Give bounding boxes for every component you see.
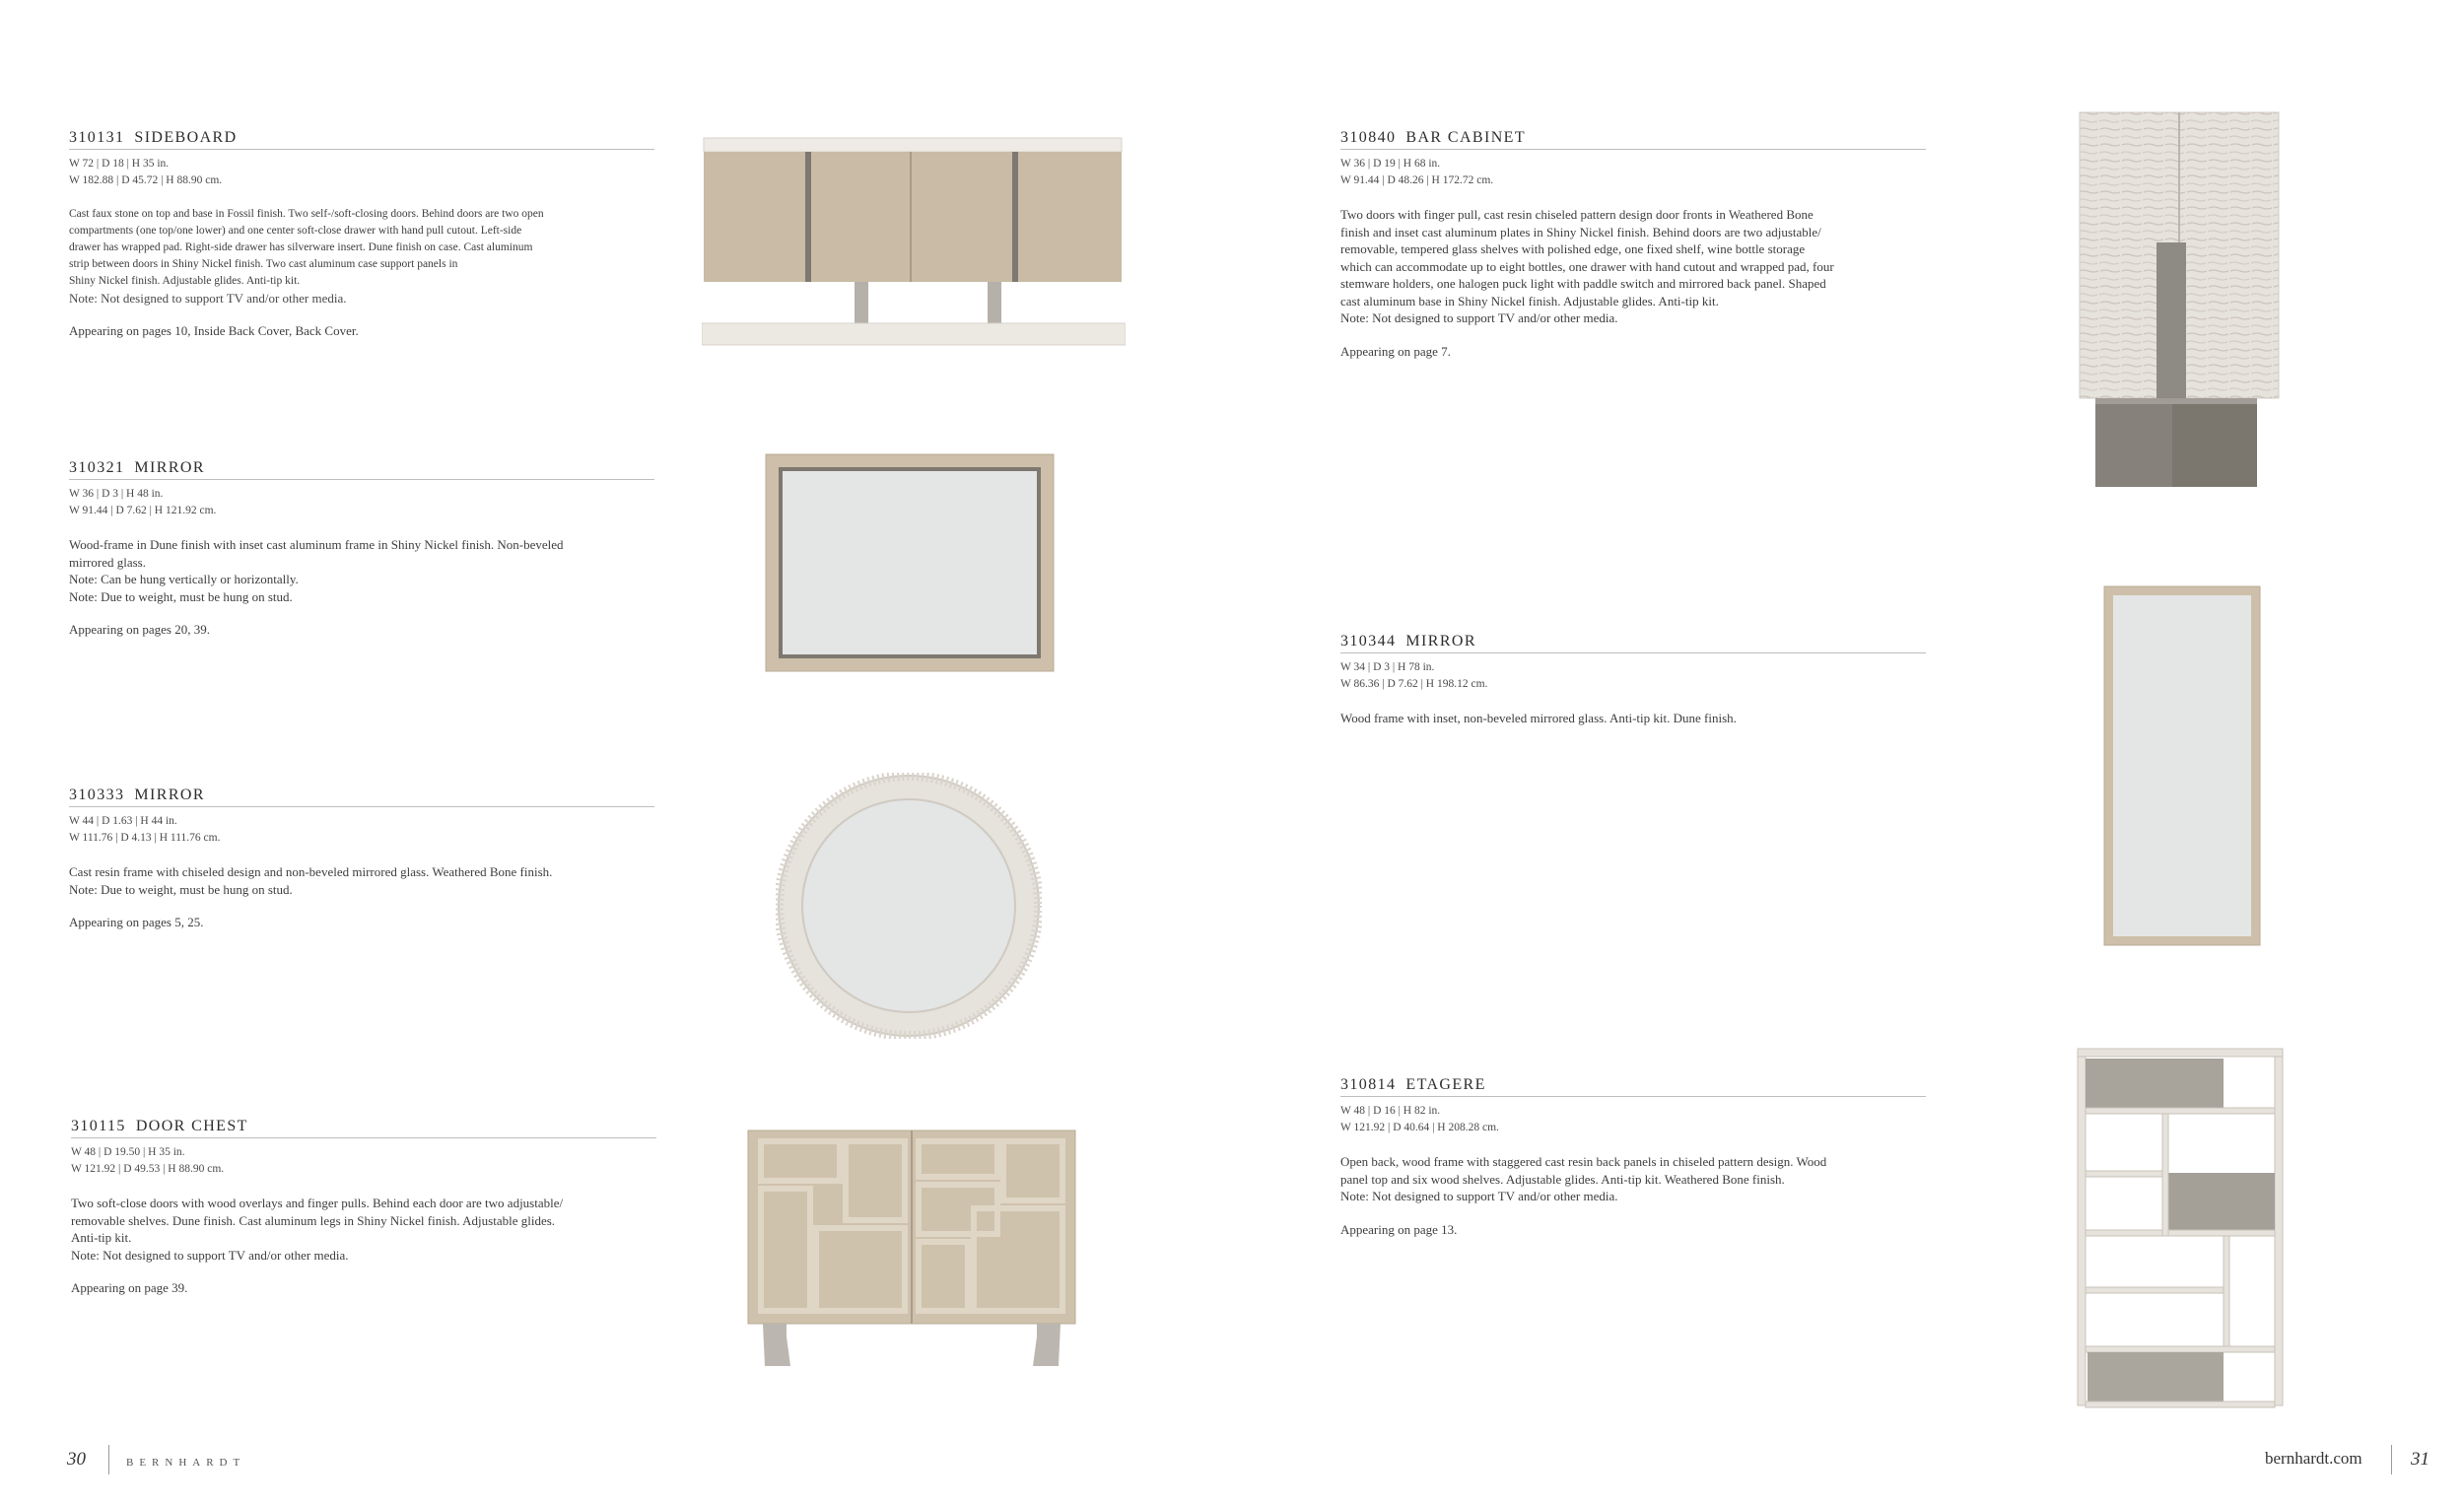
product-note: Note: Not designed to support TV and/or other media.	[69, 291, 347, 306]
product-name: ETAGERE	[1405, 1076, 1486, 1093]
product-name: SIDEBOARD	[134, 129, 238, 146]
dimensions-cm: W 86.36 | D 7.62 | H 198.12 cm.	[1340, 678, 1488, 690]
product-310131-sideboard	[69, 129, 654, 339]
dimensions-inches: W 36 | D 19 | H 68 in.	[1340, 158, 1441, 170]
dimensions-inches: W 48 | D 19.50 | H 35 in.	[71, 1146, 185, 1158]
product-title	[1340, 129, 1926, 150]
product-code: 310321	[69, 459, 125, 476]
product-code: 310814	[1340, 1076, 1397, 1093]
brand-wordmark: BERNHARDT	[126, 1457, 246, 1469]
product-name: DOOR CHEST	[135, 1118, 248, 1134]
product-description: Cast resin frame with chiseled design and non-beveled mirrored glass. Weathered Bone finish. Note: Due to weight, must be hung on stud.	[69, 864, 553, 897]
product-title	[69, 459, 654, 480]
appearing-pages: Appearing on page 13.	[1340, 1221, 1458, 1237]
product-title	[1340, 633, 1926, 653]
product-name: MIRROR	[1405, 633, 1476, 650]
product-description: Open back, wood frame with staggered cast resin back panels in chiseled pattern design. Wood panel top and six wood shelves. Adjustable glides. Anti-tip kit. Weathered Bone finish. Note: Not designed to support TV and/or other media.	[1340, 1154, 1827, 1203]
product-code: 310115	[71, 1118, 126, 1134]
product-310321-mirror	[69, 459, 654, 638]
door-chest-image	[747, 1130, 1076, 1370]
dimensions-cm: W 121.92 | D 49.53 | H 88.90 cm.	[71, 1163, 225, 1175]
left-page-number: 30	[67, 1449, 86, 1470]
product-title	[69, 787, 654, 807]
sideboard-image	[702, 136, 1126, 347]
product-310115-door-chest	[71, 1118, 656, 1296]
product-code: 310840	[1340, 129, 1397, 146]
product-310344-mirror	[1340, 633, 1926, 727]
round-mirror-image	[776, 773, 1042, 1039]
appearing-pages: Appearing on pages 20, 39.	[69, 622, 210, 637]
appearing-pages: Appearing on page 39.	[71, 1280, 188, 1295]
product-title	[71, 1118, 656, 1138]
product-description: Wood frame with inset, non-beveled mirrored glass. Anti-tip kit. Dune finish.	[1340, 711, 1737, 725]
dimensions-cm: W 121.92 | D 40.64 | H 208.28 cm.	[1340, 1122, 1499, 1133]
appearing-pages: Appearing on pages 10, Inside Back Cover, Back Cover.	[69, 323, 359, 338]
website-url: bernhardt.com	[2265, 1449, 2362, 1468]
dimensions-cm: W 111.76 | D 4.13 | H 111.76 cm.	[69, 832, 221, 844]
right-page-number: 31	[2411, 1449, 2430, 1470]
product-310333-mirror	[69, 787, 654, 930]
product-description: Two doors with finger pull, cast resin chiseled pattern design door fronts in Weathered Bone finish and inset cast aluminum plates in Shiny Nickel finish. Behind doors are two adjustable/ removable, tempered glass shelves with polished edge, one fixed shelf, wine bottle storage which can accommodate up to eight bottles, one drawer with hand cutout and wrapped pad, four stemware holders, one halogen puck light with paddle switch and mirrored back panel. Shaped cast aluminum base in Shiny Nickel finish. Adjustable glides. Anti-tip kit. Note: Not designed to support TV and/or other media.	[1340, 207, 1834, 325]
product-name: MIRROR	[134, 459, 205, 476]
dimensions-inches: W 48 | D 16 | H 82 in.	[1340, 1105, 1441, 1117]
product-description: Two soft-close doors with wood overlays and finger pulls. Behind each door are two adjustable/ removable shelves. Dune finish. Cast aluminum legs in Shiny Nickel finish. Adjustable glides. Anti-tip kit. Note: Not designed to support TV and/or other media.	[71, 1196, 564, 1263]
dimensions-cm: W 91.44 | D 48.26 | H 172.72 cm.	[1340, 174, 1494, 186]
product-title	[1340, 1076, 1926, 1097]
product-name: MIRROR	[134, 787, 205, 803]
product-name: BAR CABINET	[1405, 129, 1527, 146]
dimensions-inches: W 44 | D 1.63 | H 44 in.	[69, 815, 177, 827]
floor-mirror-image	[2103, 585, 2261, 946]
product-code: 310333	[69, 787, 125, 803]
footer-divider-left	[108, 1445, 109, 1474]
product-310840-bar-cabinet	[1340, 129, 1926, 360]
rectangular-mirror-image	[765, 453, 1055, 672]
footer-divider-right	[2391, 1445, 2392, 1474]
dimensions-cm: W 182.88 | D 45.72 | H 88.90 cm.	[69, 174, 223, 186]
dimensions-inches: W 34 | D 3 | H 78 in.	[1340, 661, 1435, 673]
product-310814-etagere	[1340, 1076, 1926, 1238]
dimensions-inches: W 36 | D 3 | H 48 in.	[69, 488, 164, 500]
appearing-pages: Appearing on page 7.	[1340, 343, 1451, 359]
dimensions-inches: W 72 | D 18 | H 35 in.	[69, 158, 170, 170]
etagere-image	[2074, 1045, 2287, 1409]
product-code: 310344	[1340, 633, 1397, 650]
product-description: Wood-frame in Dune finish with inset cast aluminum frame in Shiny Nickel finish. Non-beveled mirrored glass. Note: Can be hung vertically or horizontally. Note: Due to weight, must be hung on stud.	[69, 537, 564, 604]
product-code: 310131	[69, 129, 125, 146]
bar-cabinet-image	[2078, 110, 2281, 495]
product-description: Cast faux stone on top and base in Fossil finish. Two self-/soft-closing doors. Behind doors are two open compartments (one top/one lower) and one center soft-close drawer with hand pull cutout. Left-side drawer has wrapped pad. Right-side drawer has silverware insert. Dune finish on case. Cast aluminum strip between doors in Shiny Nickel finish. Two cast aluminum case support panels in Shiny Nickel finish. Adjustable glides. Anti-tip kit.	[69, 208, 544, 287]
appearing-pages: Appearing on pages 5, 25.	[69, 915, 204, 929]
product-title	[69, 129, 654, 150]
dimensions-cm: W 91.44 | D 7.62 | H 121.92 cm.	[69, 505, 217, 516]
